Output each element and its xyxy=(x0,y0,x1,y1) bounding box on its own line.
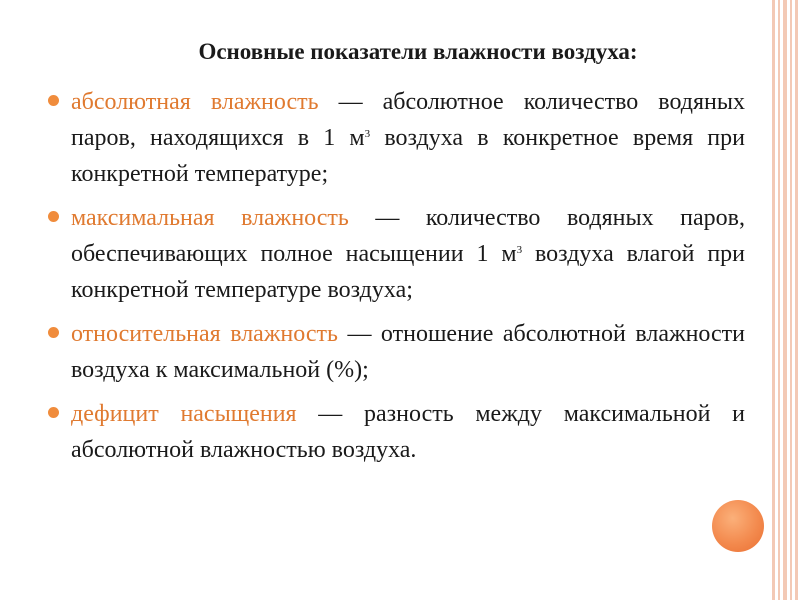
definition-text: воздуха в конкретное время при конкретной температуре; xyxy=(71,125,745,187)
border-stripe xyxy=(778,0,780,600)
term-relative-humidity: относительная влажность xyxy=(71,321,338,347)
superscript-cubed: 3 xyxy=(364,128,371,140)
border-stripe xyxy=(783,0,787,600)
border-stripe xyxy=(772,0,775,600)
term-saturation-deficit: дефицит насыщения xyxy=(71,401,297,427)
definition-text: — количество водяных паров, обеспечивающих полное насыщении 1 м xyxy=(71,205,745,267)
list-item-maximum-humidity xyxy=(48,200,745,308)
bullet-dot-icon xyxy=(48,211,59,222)
definition-list xyxy=(48,84,745,476)
bullet-dot-icon xyxy=(48,407,59,418)
border-stripe xyxy=(790,0,792,600)
superscript-cubed: 3 xyxy=(516,244,523,256)
border-stripe xyxy=(795,0,798,600)
term-maximum-humidity: максимальная влажность xyxy=(71,205,349,231)
list-item-absolute-humidity xyxy=(48,84,745,192)
list-item-relative-humidity xyxy=(48,316,745,388)
definition-text: — абсолютное количество водяных паров, находящихся в 1 м xyxy=(71,89,745,151)
decorative-orange-circle xyxy=(712,500,764,552)
definition-text: — отношение абсолютной влажности воздуха к максимальной (%); xyxy=(71,321,745,383)
definition-text: воздуха влагой при конкретной температуре воздуха; xyxy=(71,241,746,303)
list-item-saturation-deficit xyxy=(48,396,745,468)
term-absolute-humidity: абсолютная влажность xyxy=(71,89,319,115)
bullet-dot-icon xyxy=(48,327,59,338)
bullet-dot-icon xyxy=(48,95,59,106)
definition-text: — разность между максимальной и абсолютной влажностью воздуха. xyxy=(71,401,745,463)
slide-title: Основные показатели влажности воздуха: xyxy=(198,39,638,64)
